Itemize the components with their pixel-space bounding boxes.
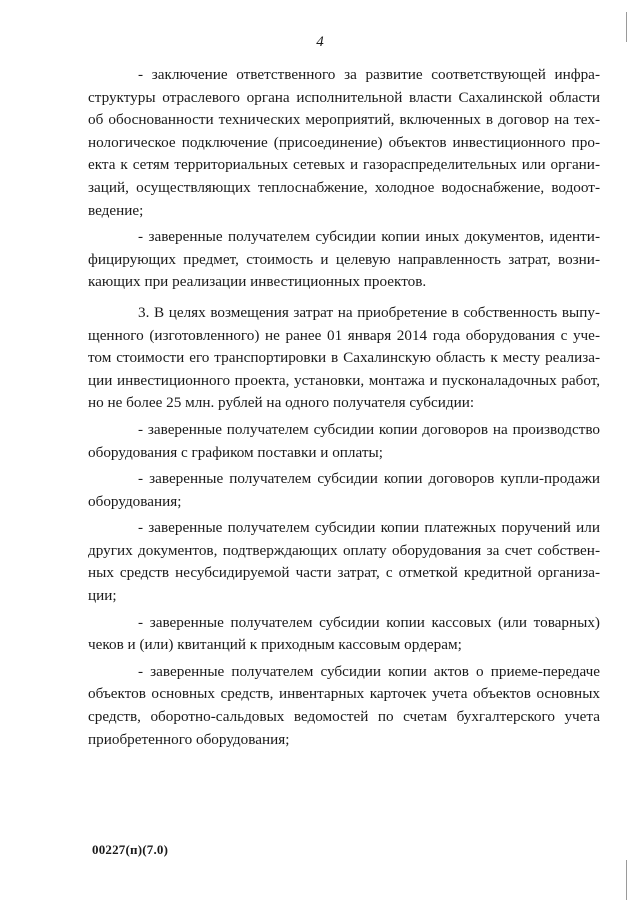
paragraph-payment-orders: - заверенные получателем субсидии копии платежных поручений или других документов, подтверждающих оплату оборудования за счет собственных средств несубсидируемой части затрат, с отметкой кредитной организации; [88,519,600,605]
paragraph-transfer-acts: - заверенные получателем субсидии копии актов о приеме-передаче объектов основных средств, инвентарных карточек учета объектов основных средств, оборотно-сальдовых ведомостей по счетам бухгалтерского учета приобретенного оборудования; [88,662,600,748]
document-body [88,64,600,755]
paragraph-infrastructure-conclusion: - заключение ответственного за развитие соответствующей инфраструктуры отраслевого органа исполнительной власти Сахалинской области об обоснованности технических мероприятий, включенных в договор на технологическое подключение (присоединение) объектов инвестиционного проекта к сетям территориальных сетевых и газораспределительных или организаций, осуществляющих теплоснабжение, холодное водоснабжение, водоотведение; [88,66,600,219]
paragraph-equipment-costs: 3. В целях возмещения затрат на приобретение в собственность выпущенного (изготовленного) не ранее 01 января 2014 года оборудования с учетом стоимости его транспортировки в Сахалинскую область к месту реализации инвестиционного проекта, установки, монтажа и пусконаладочных работ, но не более 25 млн. рублей на одного получателя субсидии: [88,303,600,412]
paragraph-other-documents: - заверенные получателем субсидии копии иных документов, идентифицирующих предмет, стоимость и целевую направленность затрат, возникающих при реализации инвестиционных проектов. [88,228,600,291]
paragraph-production-contracts: - заверенные получателем субсидии копии договоров на производство оборудования с графиком поставки и оплаты; [88,420,600,461]
scan-edge-mark [626,12,627,42]
paragraph-sale-contracts: - заверенные получателем субсидии копии договоров купли-продажи оборудования; [88,470,600,510]
page-number: 4 [316,34,324,50]
scan-edge-mark [626,860,627,900]
paragraph-cash-receipts: - заверенные получателем субсидии копии кассовых (или товарных) чеков и (или) квитанций к приходным кассовым ордерам; [88,613,600,654]
document-code: 00227(п)(7.0) [92,842,169,857]
